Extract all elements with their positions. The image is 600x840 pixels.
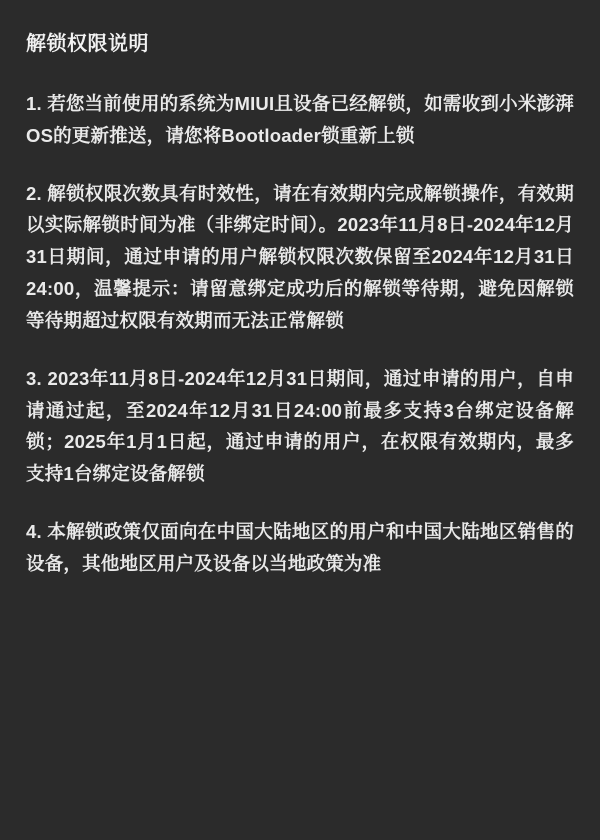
policy-paragraph-2: 2. 解锁权限次数具有时效性，请在有效期内完成解锁操作，有效期以实际解锁时间为准（非绑定时间）。2023年11月8日-2024年12月31日期间，通过申请的用户解锁权限次数保留至2024年12月31日24:00，温馨提示：请留意绑定成功后的解锁等待期，避免因解锁等待期超过权限有效期而无法正常解锁 xyxy=(26,182,574,331)
page-title: 解锁权限说明 xyxy=(26,33,149,55)
policy-paragraph-1: 1. 若您当前使用的系统为MIUI且设备已经解锁，如需收到小米澎湃OS的更新推送，请您将Bootloader锁重新上锁 xyxy=(26,93,574,146)
policy-paragraph-4: 4. 本解锁政策仅面向在中国大陆地区的用户和中国大陆地区销售的设备，其他地区用户及设备以当地政策为准 xyxy=(26,520,574,574)
policy-paragraph-3: 3. 2023年11月8日-2024年12月31日期间，通过申请的用户，自申请通过起，至2024年12月31日24:00前最多支持3台绑定设备解锁；2025年1月1日起，通过申请的用户，在权限有效期内，最多支持1台绑定设备解锁 xyxy=(26,367,574,485)
